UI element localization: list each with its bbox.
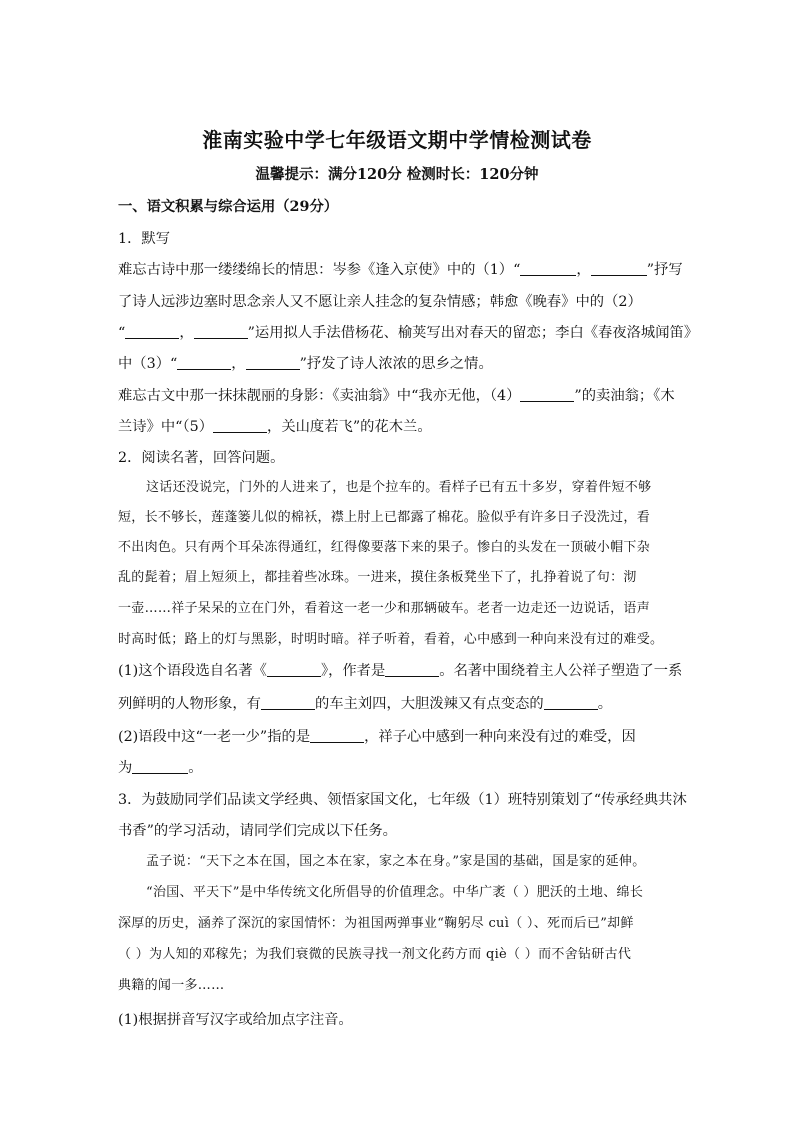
text: 列鲜明的人物形象，有 <box>118 696 261 712</box>
answer-blank[interactable] <box>125 324 179 339</box>
answer-blank[interactable] <box>544 695 598 710</box>
text: 》，作者是 <box>320 663 386 679</box>
text: ”运用拟人手法借杨花、榆荚写出对春天的留恋；李白《春夜洛城闻笛》 <box>247 325 699 341</box>
answer-blank[interactable] <box>520 261 576 276</box>
question-3-line: 3．为鼓励同学们品读文学经典、领悟家国文化，七年级（1）班特别策划了“传承经典共沐 <box>118 792 687 808</box>
text: ”抒发了诗人浓浓的思乡之情。 <box>299 356 493 372</box>
text: ，祥子心中感到一种向来没有过的难受，因 <box>364 729 636 745</box>
novel-excerpt-line: 短，长不够长，莲蓬篓儿似的棉袄，襟上肘上已都露了棉花。脸似乎有许多日子没洗过，看 <box>118 510 651 525</box>
answer-blank[interactable] <box>591 261 647 276</box>
text: ， <box>179 325 194 341</box>
answer-blank[interactable] <box>385 662 439 677</box>
answer-blank[interactable] <box>310 728 364 743</box>
question-1-line: 了诗人远涉边塞时思念亲人又不愿让亲人挂念的复杂情感；韩愈《晚春》中的（2） <box>118 294 642 310</box>
question-2-sub <box>118 727 678 747</box>
novel-excerpt-line: 乱的髭着；眉上短须上，都挂着些冰珠。一进来，摸住条板凳坐下了，扎挣着说了句：沏 <box>118 570 637 585</box>
text: 难忘古诗中那一缕缕绵长的情思：岑参《逢入京使》中的（1）“ <box>118 262 521 278</box>
text: 难忘古文中那一抹抹靓丽的身影：《卖油翁》中“我亦无他，（4） <box>118 388 521 404</box>
question-1-line <box>118 417 678 437</box>
answer-blank[interactable] <box>132 759 188 774</box>
question-1-heading: 1．默写 <box>118 231 170 247</box>
novel-excerpt-line: 时高时低；路上的灯与黑影，时明时暗。祥子听着，看着，心中感到一种向来没有过的难受。 <box>118 632 664 647</box>
reading-passage-line: 深厚的历史，涵养了深沉的家国情怀：为祖国两弹事业“鞠躬尽 cuì（ ）、死而后已”却鲜 <box>118 916 634 931</box>
question-1-line <box>118 323 699 343</box>
answer-blank[interactable] <box>520 387 574 402</box>
reading-passage-line: 典籍的闻一多…… <box>118 978 225 993</box>
text: ， <box>576 262 591 278</box>
text: 。名著中围绕着主人公祥子塑造了一系 <box>439 663 683 679</box>
question-1-line <box>118 354 678 374</box>
page-title: 淮南实验中学七年级语文期中学情检测试卷 <box>202 128 592 152</box>
answer-blank[interactable] <box>194 324 248 339</box>
text: 中（3）“ <box>118 356 178 372</box>
exam-info: 温馨提示：满分120分 检测时长：120分钟 <box>255 166 539 183</box>
question-1-line <box>118 260 683 280</box>
text: 。 <box>188 760 203 776</box>
reading-passage-line: （ ）为人知的邓稼先；为我们衰微的民族寻找一剂文化药方而 qiè（ ）而不舍钻研古代 <box>118 947 632 962</box>
text: ，关山度若飞”的花木兰。 <box>267 419 432 435</box>
section-heading: 一、语文积累与综合运用（29分） <box>118 199 339 215</box>
text: 兰诗》中“（5） <box>118 419 214 435</box>
novel-excerpt-line: 一壶……祥子呆呆的立在门外，看着这一老一少和那辆破车。老者一边走还一边说话，语声 <box>118 601 651 616</box>
answer-blank[interactable] <box>261 695 315 710</box>
text: (1)这个语段选自名著《 <box>118 663 267 679</box>
answer-blank[interactable] <box>177 355 231 370</box>
text: 为 <box>118 760 133 776</box>
answer-blank[interactable] <box>213 418 267 433</box>
text: 的车主刘四，大胆泼辣又有点变态的 <box>314 696 544 712</box>
text: 。 <box>597 696 613 712</box>
text: (2)语段中这“一老一少”指的是 <box>118 729 311 745</box>
reading-passage-line: “治国、平天下”是中华传统文化所倡导的价值理念。中华广袤（ ）肥沃的土地、绵长 <box>146 885 644 900</box>
question-2-heading: 2．阅读名著，回答问题。 <box>118 450 285 466</box>
question-2-sub <box>118 758 678 778</box>
question-2-sub <box>118 694 678 714</box>
answer-blank[interactable] <box>246 355 300 370</box>
text: “ <box>118 325 126 341</box>
answer-blank[interactable] <box>267 662 321 677</box>
question-3-line: 书香”的学习活动，请同学们完成以下任务。 <box>118 823 397 839</box>
question-2-sub <box>118 661 683 681</box>
text: ”的卖油翁；《木 <box>574 388 675 404</box>
reading-passage-line: 孟子说：“天下之本在国，国之本在家，家之本在身。”家是国的基础，国是家的延伸。 <box>146 854 646 869</box>
question-3-task: (1)根据拼音写汉字或给加点字注音。 <box>118 1012 353 1028</box>
novel-excerpt-line: 不出肉色。只有两个耳朵冻得通红，红得像要落下来的果子。惨白的头发在一顶破小帽下杂 <box>118 540 651 555</box>
question-1-line <box>118 386 678 406</box>
text: ， <box>231 356 246 372</box>
novel-excerpt-line: 这话还没说完，门外的人进来了，也是个拉车的。看样子已有五十多岁，穿着件短不够 <box>146 480 652 495</box>
text: ”抒写 <box>646 262 683 278</box>
